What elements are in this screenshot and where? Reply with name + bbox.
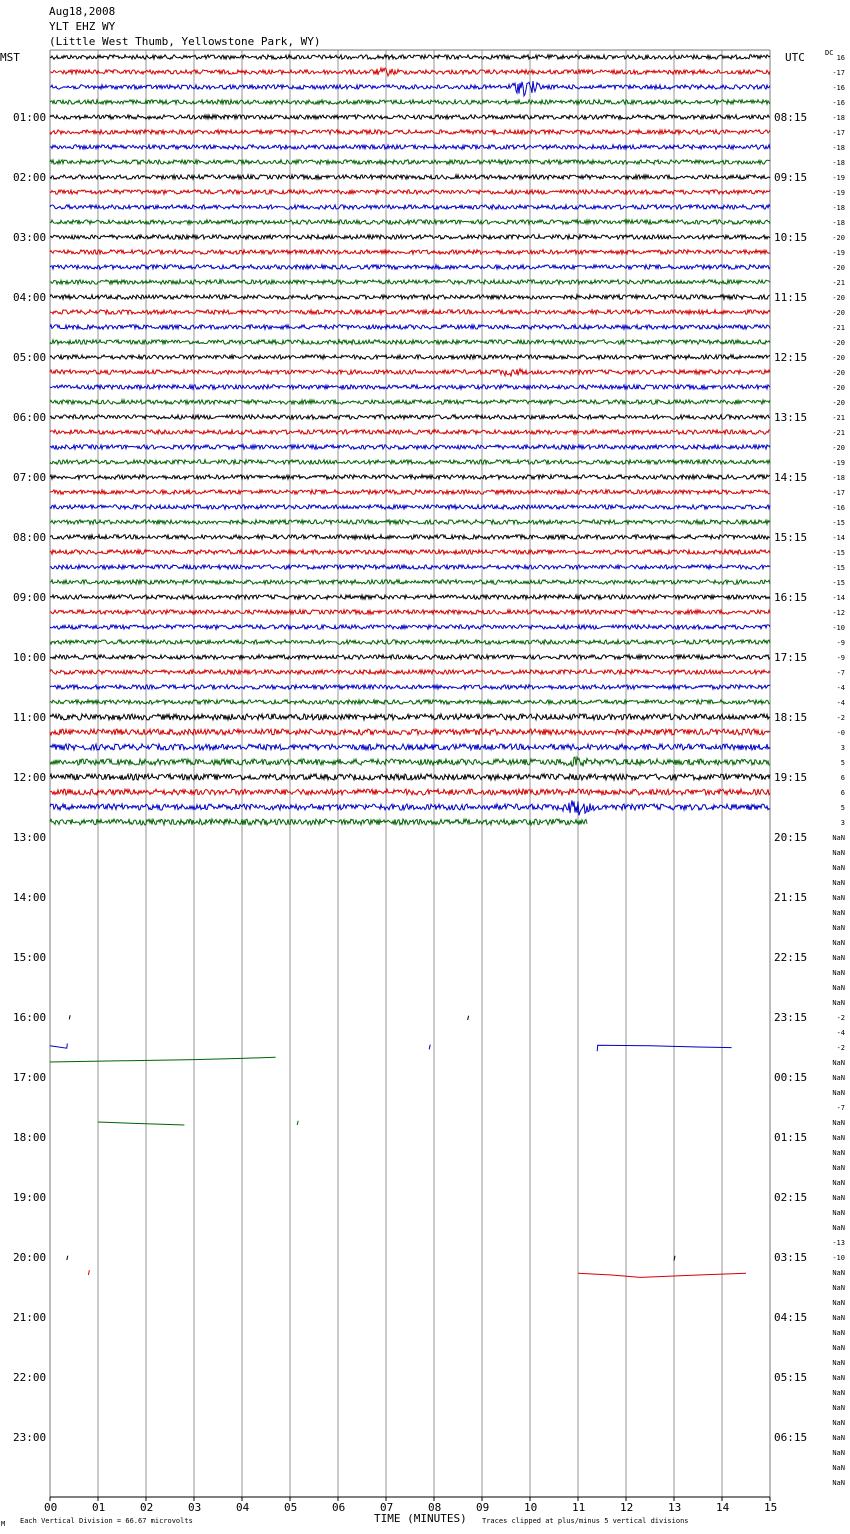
dc-offset-label: NaN xyxy=(832,1344,845,1352)
dc-offset-label: -20 xyxy=(832,309,845,317)
seismogram-trace-line xyxy=(50,625,770,629)
mst-hour-label: 19:00 xyxy=(13,1191,47,1204)
dc-offset-label: NaN xyxy=(832,864,845,872)
seismogram-trace-line xyxy=(50,385,770,389)
dc-offset-label: NaN xyxy=(832,969,845,977)
dc-offset-label: -2 xyxy=(836,1014,845,1022)
dc-offset-label: -14 xyxy=(832,594,845,602)
sparse-trace-segment xyxy=(468,1016,469,1020)
dc-offset-label: -21 xyxy=(832,429,845,437)
seismogram-trace-line xyxy=(50,430,770,434)
dc-offset-label: -19 xyxy=(832,174,845,182)
seismogram-trace-line xyxy=(50,415,770,419)
seismogram-trace-line xyxy=(50,400,770,404)
seismogram-trace-line xyxy=(50,340,770,344)
mst-hour-label: 18:00 xyxy=(13,1131,47,1144)
dc-offset-label: -9 xyxy=(836,639,845,647)
seismogram-trace-line xyxy=(50,355,770,359)
mst-hour-label: 15:00 xyxy=(13,951,47,964)
seismogram-trace-line xyxy=(50,580,770,584)
seismogram-trace-line xyxy=(50,369,770,377)
mst-hour-label: 13:00 xyxy=(13,831,47,844)
seismogram-trace-line xyxy=(50,280,770,284)
dc-offset-label: -7 xyxy=(836,1104,845,1112)
sparse-trace-segment xyxy=(50,1043,67,1048)
dc-offset-label: NaN xyxy=(832,1209,845,1217)
dc-offset-label: NaN xyxy=(832,1224,845,1232)
seismogram-trace-line xyxy=(50,757,770,766)
utc-hour-label: 10:15 xyxy=(774,231,808,244)
dc-offset-label: -12 xyxy=(832,609,845,617)
dc-offset-label: -19 xyxy=(832,249,845,257)
sparse-trace-segment xyxy=(88,1270,89,1275)
x-tick-label: 11 xyxy=(572,1501,586,1514)
seismogram-traces xyxy=(50,55,770,1278)
dc-offset-label: -13 xyxy=(832,1239,845,1247)
mst-hour-label: 17:00 xyxy=(13,1071,47,1084)
dc-offset-label: NaN xyxy=(832,1464,845,1472)
mst-hour-label: 10:00 xyxy=(13,651,47,664)
x-tick-label: 06 xyxy=(332,1501,346,1514)
seismogram-trace-line xyxy=(50,714,770,720)
dc-offset-label: NaN xyxy=(832,1374,845,1382)
dc-offset-label: NaN xyxy=(832,1119,845,1127)
dc-offset-label: NaN xyxy=(832,1434,845,1442)
dc-offset-label: -9 xyxy=(836,654,845,662)
mst-zone-label: MST xyxy=(0,51,20,64)
seismogram-trace-line xyxy=(50,744,770,750)
dc-offset-label: NaN xyxy=(832,1074,845,1082)
dc-offset-label: 6 xyxy=(840,774,845,782)
dc-offset-label: NaN xyxy=(832,954,845,962)
seismogram-trace-line xyxy=(50,235,770,239)
utc-hour-label: 19:15 xyxy=(774,771,808,784)
utc-hour-label: 03:15 xyxy=(774,1251,808,1264)
seismogram-trace-line xyxy=(50,685,770,689)
seismogram-trace-line xyxy=(50,81,770,96)
seismogram-trace-line xyxy=(50,205,770,209)
dc-offset-label: 3 xyxy=(840,744,845,752)
utc-hour-label: 02:15 xyxy=(774,1191,808,1204)
utc-hour-label: 20:15 xyxy=(774,831,808,844)
seismogram-trace-line xyxy=(50,295,770,299)
dc-offset-label: -20 xyxy=(832,354,845,362)
seismogram-trace-line xyxy=(50,729,770,735)
seismogram-trace-line xyxy=(50,535,770,539)
dc-offset-label: NaN xyxy=(832,1359,845,1367)
dc-offset-label: -17 xyxy=(832,69,845,77)
x-tick-label: 00 xyxy=(44,1501,58,1514)
seismogram-trace-line xyxy=(50,68,770,76)
dc-offset-label: -15 xyxy=(832,564,845,572)
dc-offset-label: 5 xyxy=(840,804,845,812)
dc-offset-label: 3 xyxy=(840,819,845,827)
dc-offset-label: NaN xyxy=(832,1449,845,1457)
dc-offset-label: 5 xyxy=(840,759,845,767)
seismogram-trace-line xyxy=(50,445,770,449)
dc-offset-label: -16 xyxy=(832,84,845,92)
dc-offset-label: NaN xyxy=(832,999,845,1007)
x-tick-label: 07 xyxy=(380,1501,394,1514)
mst-hour-label: 09:00 xyxy=(13,591,47,604)
x-tick-label: 05 xyxy=(284,1501,298,1514)
seismogram-trace-line xyxy=(50,800,770,815)
seismogram-trace-line xyxy=(50,640,770,644)
dc-offset-label: NaN xyxy=(832,1194,845,1202)
dc-offset-label: -18 xyxy=(832,114,845,122)
dc-offset-label: -4 xyxy=(836,684,845,692)
sparse-trace-segment xyxy=(69,1015,70,1019)
dc-offset-label: -21 xyxy=(832,279,845,287)
dc-offset-label: NaN xyxy=(832,1404,845,1412)
sparse-trace-segment xyxy=(597,1045,731,1051)
sparse-trace-segment xyxy=(67,1256,68,1260)
station-name: YLT EHZ WY xyxy=(49,20,116,33)
dc-offset-label: NaN xyxy=(832,834,845,842)
station-location: (Little West Thumb, Yellowstone Park, WY) xyxy=(49,35,321,48)
sparse-trace-segment xyxy=(98,1122,184,1125)
x-tick-label: 01 xyxy=(92,1501,106,1514)
seismogram-trace-line xyxy=(50,130,770,134)
dc-offset-label: -10 xyxy=(832,624,845,632)
dc-offset-label: 16 xyxy=(836,54,845,62)
mst-hour-label: 01:00 xyxy=(13,111,47,124)
dc-offset-label: -18 xyxy=(832,144,845,152)
seismogram-trace-line xyxy=(50,655,770,659)
seismogram-trace-line xyxy=(50,55,770,59)
dc-offset-label: NaN xyxy=(832,1179,845,1187)
x-tick-label: 08 xyxy=(428,1501,442,1514)
x-tick-label: 15 xyxy=(764,1501,778,1514)
seismogram-trace-line xyxy=(50,175,770,179)
sparse-trace-segment xyxy=(429,1045,430,1050)
dc-offset-label: -2 xyxy=(836,714,845,722)
seismogram-trace-line xyxy=(50,490,770,494)
seismogram-trace-line xyxy=(50,250,770,254)
seismogram-trace-line xyxy=(50,190,770,194)
dc-offset-label: -20 xyxy=(832,384,845,392)
seismogram-trace-line xyxy=(50,100,770,104)
dc-offset-label: -14 xyxy=(832,534,845,542)
dc-offset-label: NaN xyxy=(832,1329,845,1337)
seismogram-trace-line xyxy=(50,610,770,614)
dc-offset-label: -4 xyxy=(836,1029,845,1037)
seismogram-trace-line xyxy=(50,565,770,569)
utc-hour-label: 05:15 xyxy=(774,1371,808,1384)
dc-offset-label: -20 xyxy=(832,339,845,347)
dc-offset-label: -21 xyxy=(832,324,845,332)
utc-hour-label: 12:15 xyxy=(774,351,808,364)
dc-offset-label: NaN xyxy=(832,1299,845,1307)
utc-hour-label: 08:15 xyxy=(774,111,808,124)
seismogram-trace-line xyxy=(50,220,770,224)
dc-offset-label: 6 xyxy=(840,789,845,797)
dc-offset-label: -4 xyxy=(836,699,845,707)
dc-offset-label: -15 xyxy=(832,519,845,527)
dc-offset-label: -7 xyxy=(836,669,845,677)
dc-offset-label: -20 xyxy=(832,264,845,272)
utc-hour-label: 00:15 xyxy=(774,1071,808,1084)
x-tick-label: 03 xyxy=(188,1501,202,1514)
dc-offset-label: NaN xyxy=(832,909,845,917)
utc-hour-label: 22:15 xyxy=(774,951,808,964)
dc-offset-label: -20 xyxy=(832,369,845,377)
x-tick-label: 02 xyxy=(140,1501,154,1514)
mst-hour-label: 07:00 xyxy=(13,471,47,484)
dc-offset-label: -19 xyxy=(832,459,845,467)
utc-hour-label: 21:15 xyxy=(774,891,808,904)
axis-labels xyxy=(0,49,845,1528)
dc-offset-label: -19 xyxy=(832,189,845,197)
dc-offset-label: NaN xyxy=(832,924,845,932)
seismogram-trace-line xyxy=(50,550,770,554)
seismogram-trace-line xyxy=(50,670,770,674)
x-tick-label: 14 xyxy=(716,1501,730,1514)
seismogram-trace-line xyxy=(50,310,770,314)
sparse-trace-segment xyxy=(297,1121,298,1125)
x-axis-title: TIME (MINUTES) xyxy=(374,1512,467,1525)
dc-offset-label: NaN xyxy=(832,1059,845,1067)
dc-offset-label: -17 xyxy=(832,129,845,137)
dc-offset-label: NaN xyxy=(832,1284,845,1292)
sparse-trace-segment xyxy=(578,1273,746,1277)
seismogram-trace-line xyxy=(50,160,770,164)
utc-hour-label: 11:15 xyxy=(774,291,808,304)
mst-hour-label: 02:00 xyxy=(13,171,47,184)
dc-offset-label: NaN xyxy=(832,1389,845,1397)
x-tick-label: 12 xyxy=(620,1501,634,1514)
seismogram-trace-line xyxy=(50,595,770,599)
dc-offset-label: -18 xyxy=(832,204,845,212)
dc-offset-label: NaN xyxy=(832,939,845,947)
plot-date: Aug18,2008 xyxy=(49,5,116,18)
dc-offset-label: NaN xyxy=(832,1419,845,1427)
seismogram-trace-line xyxy=(50,115,770,119)
utc-hour-label: 17:15 xyxy=(774,651,808,664)
seismogram-trace-line xyxy=(50,520,770,524)
mst-hour-label: 12:00 xyxy=(13,771,47,784)
dc-offset-label: -0 xyxy=(836,729,845,737)
utc-hour-label: 06:15 xyxy=(774,1431,808,1444)
mst-hour-label: 05:00 xyxy=(13,351,47,364)
seismogram-trace-line xyxy=(50,789,770,795)
mst-hour-label: 06:00 xyxy=(13,411,47,424)
mst-hour-label: 16:00 xyxy=(13,1011,47,1024)
dc-offset-label: -18 xyxy=(832,474,845,482)
dc-column-label: DC xyxy=(825,49,834,57)
utc-hour-label: 13:15 xyxy=(774,411,808,424)
utc-zone-label: UTC xyxy=(785,51,805,64)
dc-offset-label: -16 xyxy=(832,99,845,107)
corner-mark: M xyxy=(1,1520,6,1528)
utc-hour-label: 16:15 xyxy=(774,591,808,604)
seismogram-trace-line xyxy=(50,460,770,464)
utc-hour-label: 15:15 xyxy=(774,531,808,544)
dc-offset-label: NaN xyxy=(832,849,845,857)
dc-offset-label: -2 xyxy=(836,1044,845,1052)
dc-offset-label: -17 xyxy=(832,489,845,497)
utc-hour-label: 14:15 xyxy=(774,471,808,484)
utc-hour-label: 23:15 xyxy=(774,1011,808,1024)
dc-offset-label: -15 xyxy=(832,549,845,557)
seismogram-trace-line xyxy=(50,475,770,479)
mst-hour-label: 08:00 xyxy=(13,531,47,544)
utc-hour-label: 09:15 xyxy=(774,171,808,184)
vertical-scale-note: Each Vertical Division = 66.67 microvolts xyxy=(20,1517,193,1525)
dc-offset-label: -20 xyxy=(832,444,845,452)
dc-offset-label: NaN xyxy=(832,1479,845,1487)
seismogram-trace-line xyxy=(50,700,770,704)
dc-offset-label: -21 xyxy=(832,414,845,422)
dc-offset-label: NaN xyxy=(832,1134,845,1142)
mst-hour-label: 21:00 xyxy=(13,1311,47,1324)
utc-hour-label: 04:15 xyxy=(774,1311,808,1324)
seismogram-trace-line xyxy=(50,145,770,149)
dc-offset-label: NaN xyxy=(832,1269,845,1277)
mst-hour-label: 04:00 xyxy=(13,291,47,304)
dc-offset-label: NaN xyxy=(832,1314,845,1322)
dc-offset-label: -20 xyxy=(832,294,845,302)
x-tick-label: 10 xyxy=(524,1501,538,1514)
dc-offset-label: NaN xyxy=(832,1164,845,1172)
dc-offset-label: -18 xyxy=(832,159,845,167)
dc-offset-label: -16 xyxy=(832,504,845,512)
seismogram-trace-line xyxy=(50,505,770,509)
x-tick-label: 04 xyxy=(236,1501,250,1514)
mst-hour-label: 03:00 xyxy=(13,231,47,244)
dc-offset-label: NaN xyxy=(832,984,845,992)
mst-hour-label: 11:00 xyxy=(13,711,47,724)
dc-offset-label: -15 xyxy=(832,579,845,587)
utc-hour-label: 18:15 xyxy=(774,711,808,724)
seismogram-trace-line xyxy=(50,325,770,329)
dc-offset-label: NaN xyxy=(832,1149,845,1157)
dc-offset-label: -20 xyxy=(832,399,845,407)
dc-offset-label: -18 xyxy=(832,219,845,227)
dc-offset-label: NaN xyxy=(832,879,845,887)
dc-offset-label: -20 xyxy=(832,234,845,242)
mst-hour-label: 14:00 xyxy=(13,891,47,904)
dc-offset-label: NaN xyxy=(832,894,845,902)
clipping-note: Traces clipped at plus/minus 5 vertical divisions xyxy=(482,1517,689,1525)
mst-hour-label: 20:00 xyxy=(13,1251,47,1264)
utc-hour-label: 01:15 xyxy=(774,1131,808,1144)
mst-hour-label: 23:00 xyxy=(13,1431,47,1444)
seismogram-trace-line xyxy=(50,819,587,825)
dc-offset-label: -10 xyxy=(832,1254,845,1262)
seismogram-trace-line xyxy=(50,265,770,269)
dc-offset-label: NaN xyxy=(832,1089,845,1097)
seismogram-trace-line xyxy=(50,774,770,780)
x-tick-label: 13 xyxy=(668,1501,682,1514)
x-tick-label: 09 xyxy=(476,1501,490,1514)
mst-hour-label: 22:00 xyxy=(13,1371,47,1384)
